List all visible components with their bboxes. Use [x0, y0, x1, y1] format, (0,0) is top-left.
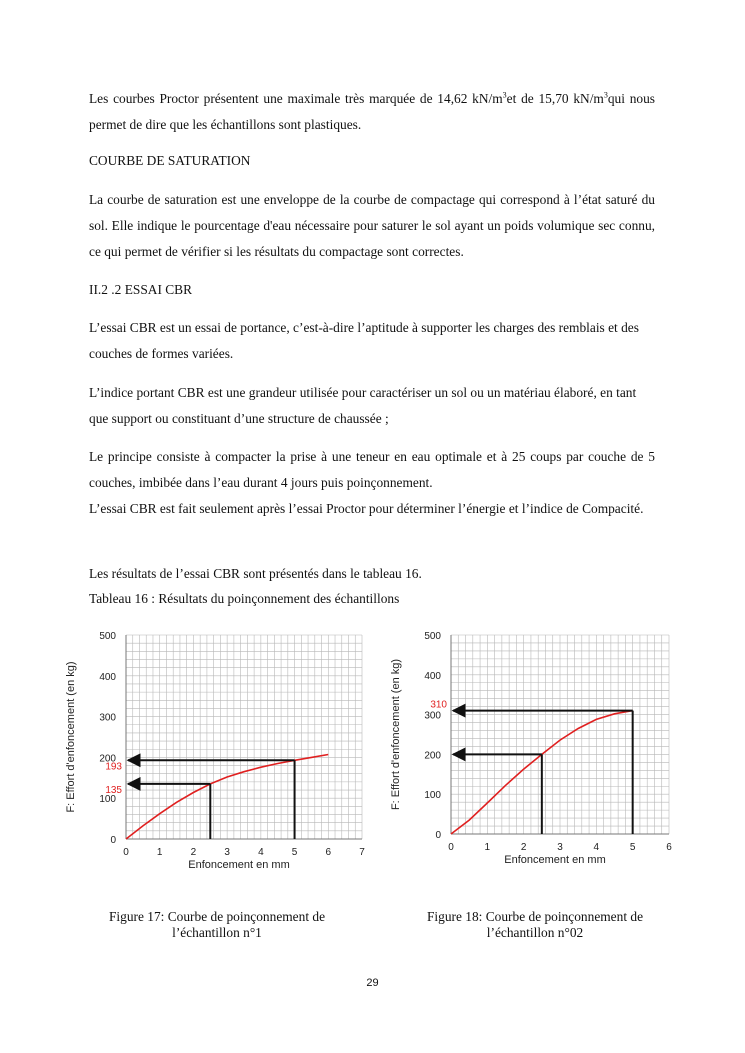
x-tick-label: 7: [359, 847, 365, 858]
marker-value-label: 135: [105, 784, 122, 796]
x-tick-label: 0: [123, 847, 129, 858]
x-tick-label: 4: [593, 842, 600, 853]
y-tick-label: 100: [99, 794, 116, 806]
y-axis-label: F: Effort d'enfoncement (en kg): [390, 658, 402, 811]
x-tick-label: 6: [666, 842, 672, 853]
paragraph-cbr-proctor: L’essai CBR est fait seulement après l’essai Proctor pour déterminer l’énergie et l’indice de Compacité.: [89, 501, 644, 516]
marker-value-label: 310: [430, 699, 447, 711]
chart-2-svg: [385, 622, 690, 882]
x-axis-label: Enfoncement en mm: [504, 854, 606, 866]
chart-1-svg: [60, 622, 380, 882]
x-tick-label: 3: [224, 847, 230, 858]
x-tick-label: 5: [629, 842, 636, 853]
y-tick-label: 200: [99, 753, 116, 765]
y-axis-label: F: Effort d'enfoncement (en kg): [65, 661, 77, 813]
x-tick-label: 4: [258, 847, 264, 858]
heading-courbe-saturation: COURBE DE SATURATION: [89, 153, 251, 168]
y-tick-label: 500: [424, 631, 441, 642]
y-tick-label: 300: [99, 712, 116, 724]
y-tick-label: 100: [424, 790, 441, 802]
page-number: 29: [366, 977, 379, 989]
table-caption: Tableau 16 : Résultats du poinçonnement des échantillons: [89, 591, 400, 606]
heading-essai-cbr: II.2 .2 ESSAI CBR: [89, 282, 193, 297]
y-tick-label: 400: [99, 671, 116, 683]
x-tick-label: 0: [448, 842, 454, 853]
paragraph-cbr-definition: L’essai CBR est un essai de portance, c’est-à-dire l’aptitude à supporter les charges des remblais et des couches de formes variées.: [89, 320, 639, 361]
x-tick-label: 2: [190, 847, 197, 858]
paragraph-saturation: La courbe de saturation est une enveloppe de la courbe de compactage qui correspond à l’état saturé du sol. Elle indique le pourcentage d'eau nécessaire pour saturer le sol ayant un poids volumique sec connu, ce qui permet de vérifier si les résultats du compactage sont correctes.: [89, 192, 655, 259]
y-tick-label: 400: [424, 670, 441, 682]
x-axis-label: Enfoncement en mm: [188, 859, 290, 871]
paragraph-results-intro: Les résultats de l’essai CBR sont présentés dans le tableau 16.: [89, 566, 422, 581]
x-tick-label: 1: [156, 847, 163, 858]
chart-echantillon-2: [385, 622, 690, 882]
y-tick-label: 200: [424, 750, 441, 762]
x-tick-label: 1: [484, 842, 491, 853]
paragraph-proctor-summary: Les courbes Proctor présentent une maximale très marquée de 14,62 $kN/m^3et$ de 15,70 $kN/m^3qui$ nous permet de dire que les échantillons sont plastiques.: [89, 90, 655, 132]
marker-value-label: 193: [105, 761, 122, 773]
y-tick-label: 300: [424, 710, 441, 722]
y-tick-label: 0: [110, 835, 116, 846]
paragraph-cbr-principe: Le principe consiste à compacter la prise à une teneur en eau optimale et à 25 coups par couche de 5 couches, imbibée dans l’eau durant 4 jours puis poinçonnement.: [89, 449, 655, 490]
figure-17-caption: Figure 17: Courbe de poinçonnement de l’échantillon n°1: [108, 909, 326, 940]
x-tick-label: 6: [325, 847, 332, 858]
chart-echantillon-1: [60, 622, 380, 882]
x-tick-label: 3: [557, 842, 563, 853]
paragraph-cbr-indice: L’indice portant CBR est une grandeur utilisée pour caractériser un sol ou un matériau élaboré, en tant que support ou constituant d’une structure de chaussée ;: [89, 385, 637, 426]
y-tick-label: 500: [99, 631, 116, 642]
y-tick-label: 0: [435, 830, 441, 841]
x-tick-label: 2: [520, 842, 527, 853]
figure-18-caption: Figure 18: Courbe de poinçonnement de l’échantillon n°02: [426, 909, 644, 940]
x-tick-label: 5: [291, 847, 298, 858]
